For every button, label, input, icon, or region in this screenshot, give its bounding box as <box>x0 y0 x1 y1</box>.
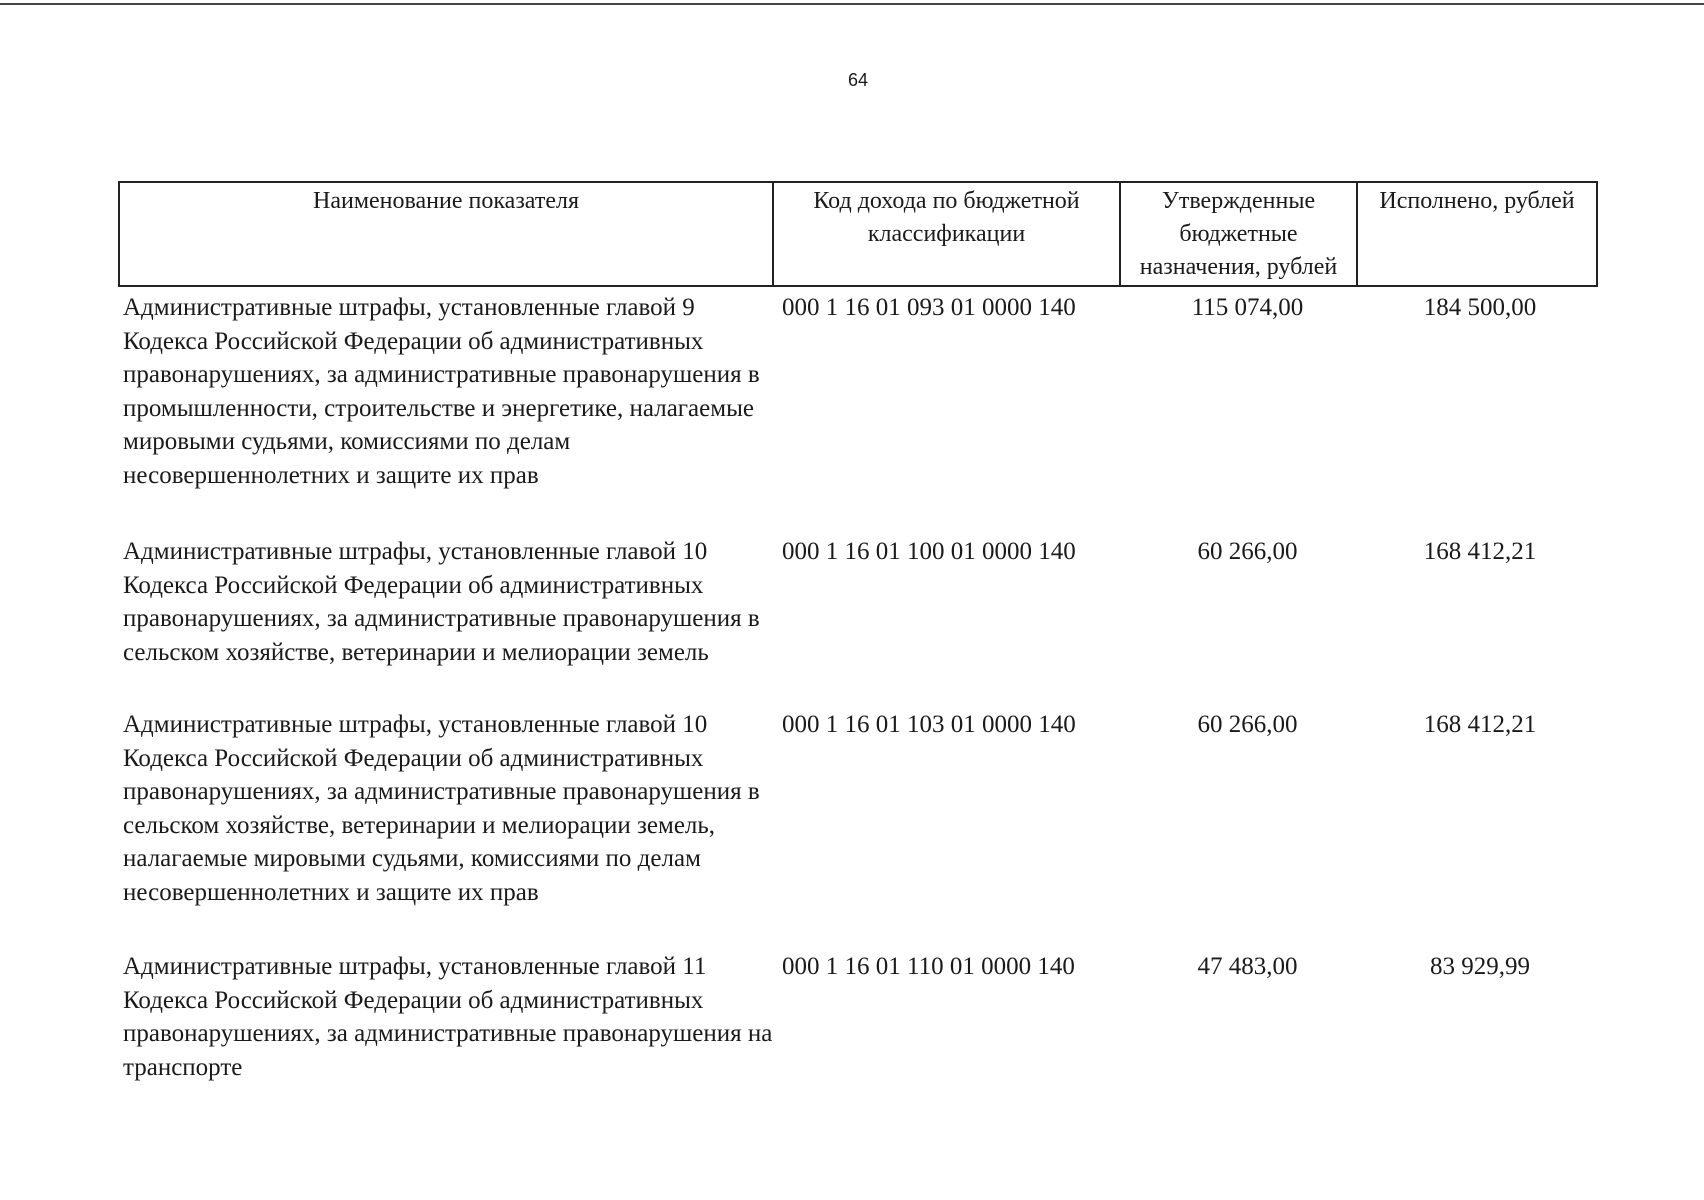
row-name: Административные штрафы, установленные главой 11 Кодекса Российской Федерации об административных правонарушениях, за административные правонарушения на транспорте <box>123 953 773 1081</box>
row-name: Административные штрафы, установленные главой 10 Кодекса Российской Федерации об административных правонарушениях, за административные правонарушения в сельском хозяйстве, ветеринарии и мелиорации земель, налагаемые мировыми судьями, комиссиями по делам несовершеннолетних и защите их прав <box>123 711 760 906</box>
header-code: Код дохода по бюджетной классификации <box>772 183 1119 285</box>
header-approved: Утвержденные бюджетные назначения, рублей <box>1119 183 1356 285</box>
row-code: 000 1 16 01 093 01 0000 140 <box>782 294 1076 321</box>
table-body <box>118 287 1598 1096</box>
row-executed: 184 500,00 <box>1423 294 1537 321</box>
header-executed: Исполнено, рублей <box>1356 183 1596 285</box>
row-name: Административные штрафы, установленные главой 10 Кодекса Российской Федерации об административных правонарушениях, за административные правонарушения в сельском хозяйстве, ветеринарии и мелиорации земель <box>123 538 760 666</box>
row-code: 000 1 16 01 103 01 0000 140 <box>782 711 1076 738</box>
top-rule <box>0 3 1704 5</box>
row-approved: 47 483,00 <box>1197 953 1298 980</box>
table-row <box>118 704 1598 946</box>
table-row <box>118 946 1598 1096</box>
row-approved: 115 074,00 <box>1191 294 1304 321</box>
row-executed: 168 412,21 <box>1423 711 1537 738</box>
table-row <box>118 531 1598 704</box>
row-code: 000 1 16 01 100 01 0000 140 <box>782 538 1076 565</box>
row-code: 000 1 16 01 110 01 0000 140 <box>782 953 1075 980</box>
row-approved: 60 266,00 <box>1197 711 1298 738</box>
row-name: Административные штрафы, установленные главой 9 Кодекса Российской Федерации об административных правонарушениях, за административные правонарушения в промышленности, строительстве и энергетике, налагаемые мировыми судьями, комиссиями по делам несовершеннолетних и защите их прав <box>123 294 760 489</box>
page-number: 64 <box>847 70 869 90</box>
table-header <box>118 181 1598 287</box>
header-name: Наименование показателя <box>313 188 579 214</box>
row-executed: 83 929,99 <box>1430 953 1530 980</box>
row-executed: 168 412,21 <box>1423 538 1537 565</box>
row-approved: 60 266,00 <box>1197 538 1298 565</box>
table-row <box>118 287 1598 531</box>
